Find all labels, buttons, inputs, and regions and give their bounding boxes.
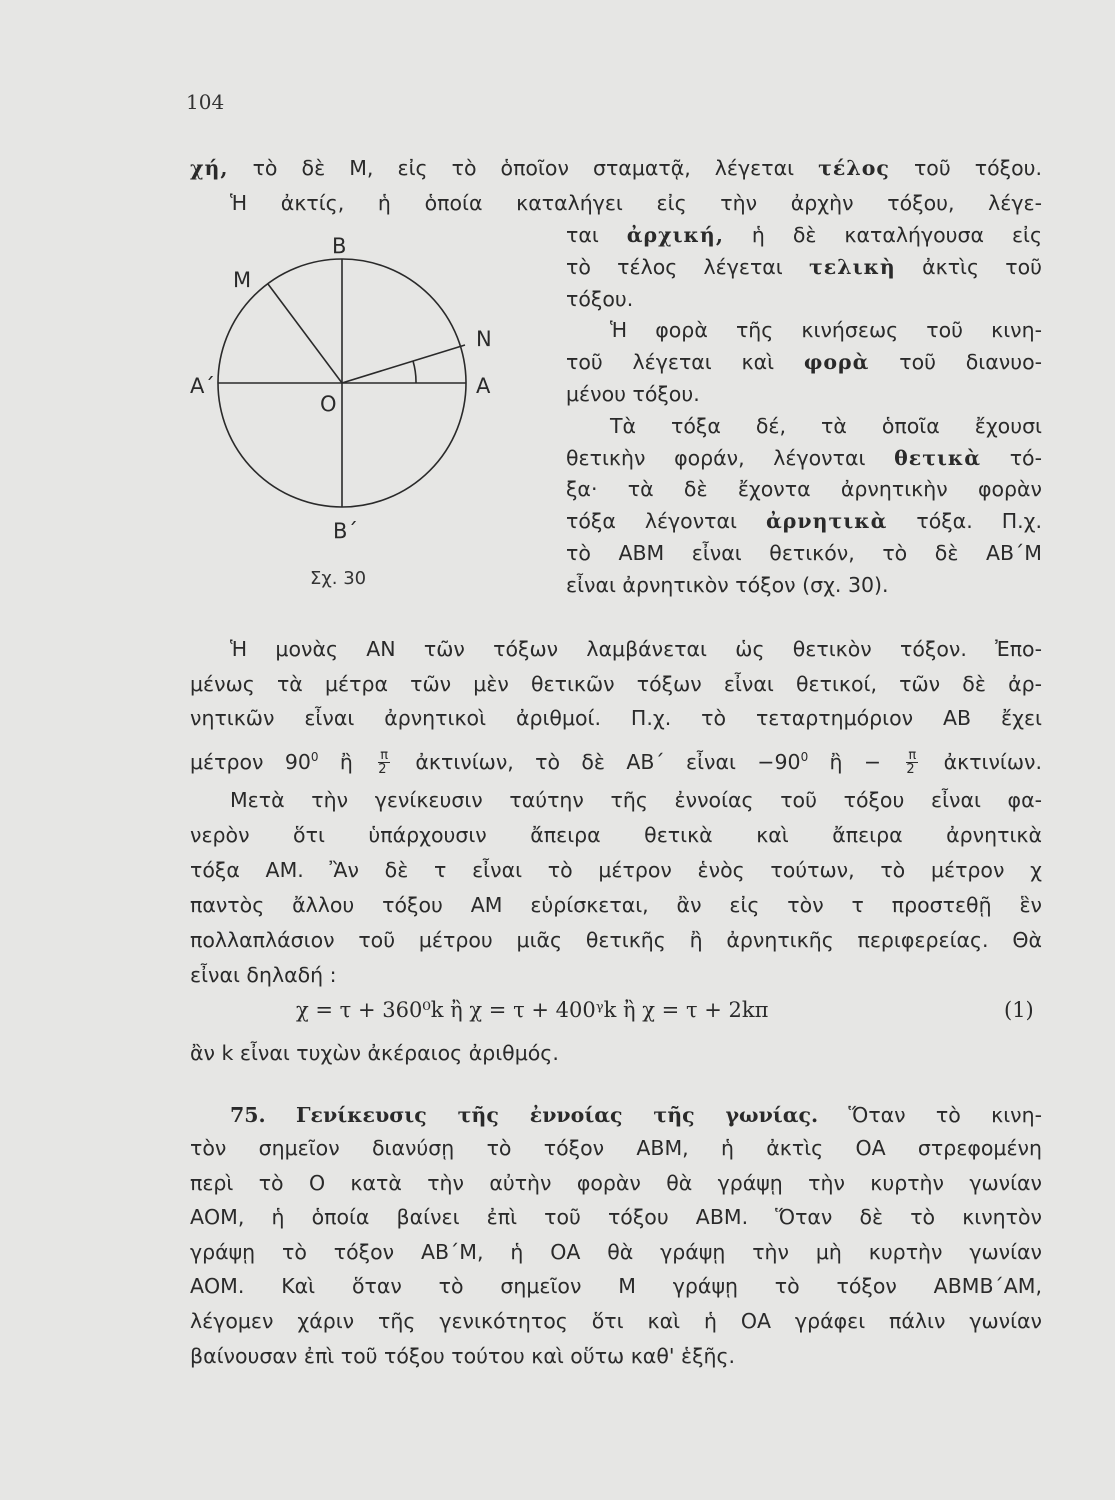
radius-om bbox=[268, 284, 342, 383]
text-line: τὸν σημεῖον διανύσῃ τὸ τόξον ΑΒΜ, ἡ ἀκτὶς ΟΑ στρεφομένη bbox=[190, 1136, 1042, 1160]
measure-text-e: ἀκτινίων. bbox=[922, 749, 1042, 774]
text-run: νερὸν ὅτι ὑπάρχουσιν ἄπειρα θετικὰ καὶ ἄπειρα ἀρνητικὰ bbox=[190, 823, 1042, 847]
label-a-prime: Α΄ bbox=[190, 374, 215, 398]
section-heading-line bbox=[230, 1102, 1042, 1128]
text-line: περὶ τὸ Ο κατὰ τὴν αὐτὴν φορὰν θὰ γράψῃ τὴν κυρτὴν γωνίαν bbox=[190, 1170, 1042, 1195]
text-line bbox=[190, 857, 1042, 883]
text-line bbox=[190, 822, 1042, 848]
text-line: λέγομεν χάριν τῆς γενικότητος ὅτι καὶ ἡ ΟΑ γράφει πάλιν γωνίαν bbox=[190, 1309, 1042, 1333]
emphasis-term: θετικὰ bbox=[894, 445, 982, 470]
text-run: Ἡ μονὰς ΑΝ τῶν τόξων λαμβάνεται ὡς θετικὸν τόξον. Ἐπο- bbox=[230, 637, 1042, 661]
section-title: Γενίκευσις τῆς ἐννοίας τῆς γωνίας. bbox=[295, 1103, 819, 1127]
measure-text-a: μέτρον 90 bbox=[190, 749, 311, 774]
text-run: Ἡ φορὰ τῆς κινήσεως τοῦ κινη- bbox=[610, 318, 1042, 343]
after-formula-line: ἂν k εἶναι τυχὼν ἀκέραιος ἀριθμός. bbox=[190, 1041, 559, 1065]
text-run: νητικῶν εἶναι ἀρνητικοὶ ἀριθμοί. Π.χ. τὸ τεταρτημόριον ΑΒ ἔχει bbox=[190, 706, 1042, 730]
text-run: παντὸς ἄλλου τόξου ΑΜ εὑρίσκεται, ἂν εἰς τὸν τ προστεθῇ ἓν bbox=[190, 893, 1042, 917]
text-line bbox=[190, 927, 1042, 953]
text-line: γράψῃ τὸ τόξον ΑΒ΄Μ, ἡ ΟΑ θὰ γράψῃ τὴν μὴ κυρτὴν γωνίαν bbox=[190, 1239, 1042, 1264]
text-run: Ἡ ἀκτίς, ἡ ὁποία καταλήγει εἰς τὴν ἀρχὴν τόξου, λέγε- bbox=[230, 191, 1042, 215]
text-run: τοῦ διανυο- bbox=[869, 350, 1043, 375]
text-run: μένου τόξου. bbox=[566, 382, 700, 406]
frac-num: π bbox=[380, 748, 389, 764]
text-line bbox=[190, 892, 1042, 918]
fraction-pi-2 bbox=[378, 749, 390, 776]
text-line: ΑΟΜ, ἡ ὁποία βαίνει ἐπὶ τοῦ τόξου ΑΒΜ. Ὅταν δὲ τὸ κινητὸν bbox=[190, 1205, 1042, 1230]
text-run: ται bbox=[566, 223, 627, 247]
fraction-pi-2-neg bbox=[906, 749, 918, 776]
text-line bbox=[190, 962, 1042, 988]
text-line bbox=[230, 636, 1042, 662]
text-run: Τὰ τόξα δέ, τὰ ὁποῖα ἔχουσι bbox=[610, 413, 1042, 438]
text-line bbox=[610, 317, 1042, 343]
section-first-rest: Ὅταν τὸ κινη- bbox=[818, 1103, 1042, 1127]
radius-on bbox=[342, 345, 465, 383]
label-o: Ο bbox=[320, 392, 337, 416]
text-run: Μετὰ τὴν γενίκευσιν ταύτην τῆς ἐννοίας τοῦ τόξου εἶναι φα- bbox=[230, 788, 1042, 812]
emphasis-term: ἀρχική, bbox=[626, 223, 724, 247]
label-n: Ν bbox=[476, 327, 492, 351]
text-line bbox=[190, 705, 1042, 731]
measure-degree-1: 0 bbox=[310, 750, 319, 764]
label-b-prime: Β΄ bbox=[333, 519, 358, 543]
text-line bbox=[610, 413, 1042, 439]
text-line: ΑΟΜ. Καὶ ὅταν τὸ σημεῖον Μ γράψῃ τὸ τόξον ΑΒΜΒ΄ΑΜ, bbox=[190, 1274, 1042, 1299]
text-run: μένως τὰ μέτρα τῶν μὲν θετικῶν τόξων εἶναι θετικοί, τῶν δὲ ἀρ- bbox=[190, 671, 1042, 696]
text-line bbox=[230, 787, 1042, 813]
measure-degree-2: 0 bbox=[800, 750, 809, 764]
angle-arc bbox=[413, 361, 416, 383]
text-run: τόξα λέγονται bbox=[566, 509, 766, 534]
text-run: ἀκτὶς τοῦ bbox=[895, 254, 1043, 279]
text-line bbox=[230, 190, 1042, 216]
text-run: ξα· τὰ δὲ ἔχοντα ἀρνητικὴν φορὰν bbox=[566, 477, 1042, 502]
section-number: 75. bbox=[230, 1103, 266, 1127]
text-run: τόξα ΑΜ. Ἂν δὲ τ εἶναι τὸ μέτρον ἑνὸς τούτων, τὸ μέτρον χ bbox=[190, 858, 1042, 882]
frac-num-2: π bbox=[908, 748, 917, 764]
text-line bbox=[566, 286, 1042, 312]
text-line bbox=[566, 381, 1042, 407]
label-a: Α bbox=[476, 374, 491, 398]
measure-text-d: ἢ − bbox=[808, 749, 903, 774]
text-line bbox=[566, 572, 1042, 598]
text-run: τόξου. bbox=[566, 286, 634, 311]
figure-caption: Σχ. 30 bbox=[310, 568, 367, 589]
text-line bbox=[190, 155, 1042, 181]
text-run: τὸ ΑΒΜ εἶναι θετικόν, τὸ δὲ ΑΒ΄Μ bbox=[566, 541, 1042, 565]
equation-number: (1) bbox=[1004, 998, 1034, 1022]
text-line bbox=[566, 476, 1042, 502]
text-run: τόξα. Π.χ. bbox=[887, 509, 1042, 534]
text-run: τοῦ λέγεται καὶ bbox=[566, 350, 804, 375]
measure-line bbox=[190, 744, 1042, 776]
emphasis-term: ἀρνητικὰ bbox=[765, 509, 888, 534]
emphasis-term: τελικὴ bbox=[809, 254, 896, 279]
text-line bbox=[566, 540, 1042, 566]
text-line bbox=[566, 508, 1042, 534]
text-line bbox=[566, 349, 1042, 375]
emphasis-term: χή, bbox=[190, 156, 229, 180]
formula: χ = τ + 360⁰k ἢ χ = τ + 400ᵞk ἢ χ = τ + 2kπ bbox=[296, 998, 769, 1022]
frac-den-2: 2 bbox=[906, 762, 915, 778]
emphasis-term: φορὰ bbox=[803, 350, 870, 375]
text-line bbox=[190, 671, 1042, 697]
label-b: Β bbox=[332, 234, 347, 258]
text-run: τοῦ τόξου. bbox=[889, 156, 1042, 180]
text-run: τὸ τέλος λέγεται bbox=[566, 254, 810, 279]
text-line: βαίνουσαν ἐπὶ τοῦ τόξου τούτου καὶ οὕτω καθ' ἑξῆς. bbox=[190, 1343, 736, 1368]
figure-30 bbox=[190, 225, 540, 605]
unit-circle-diagram bbox=[190, 225, 540, 605]
page-number: 104 bbox=[186, 90, 225, 114]
text-line bbox=[566, 445, 1042, 471]
text-run: θετικὴν φοράν, λέγονται bbox=[566, 445, 895, 470]
text-run: τό- bbox=[981, 445, 1042, 470]
label-m: Μ bbox=[233, 268, 252, 292]
text-run: εἶναι δηλαδή : bbox=[190, 963, 337, 987]
text-run: ἡ δὲ καταλήγουσα εἰς bbox=[723, 223, 1042, 247]
frac-den: 2 bbox=[378, 762, 387, 778]
emphasis-term: τέλος bbox=[818, 156, 890, 180]
text-line bbox=[566, 222, 1042, 248]
text-line bbox=[566, 254, 1042, 280]
text-run: εἶναι ἀρνητικὸν τόξον (σχ. 30). bbox=[566, 572, 889, 597]
text-run: τὸ δὲ Μ, εἰς τὸ ὁποῖον σταματᾷ, λέγεται bbox=[228, 156, 819, 180]
measure-text-b: ἢ bbox=[318, 749, 375, 774]
text-run: πολλαπλάσιον τοῦ μέτρου μιᾶς θετικῆς ἢ ἀρνητικῆς περιφερείας. Θὰ bbox=[190, 928, 1042, 952]
measure-text-c: ἀκτινίων, τὸ δὲ ΑΒ΄ εἶναι −90 bbox=[394, 749, 801, 774]
